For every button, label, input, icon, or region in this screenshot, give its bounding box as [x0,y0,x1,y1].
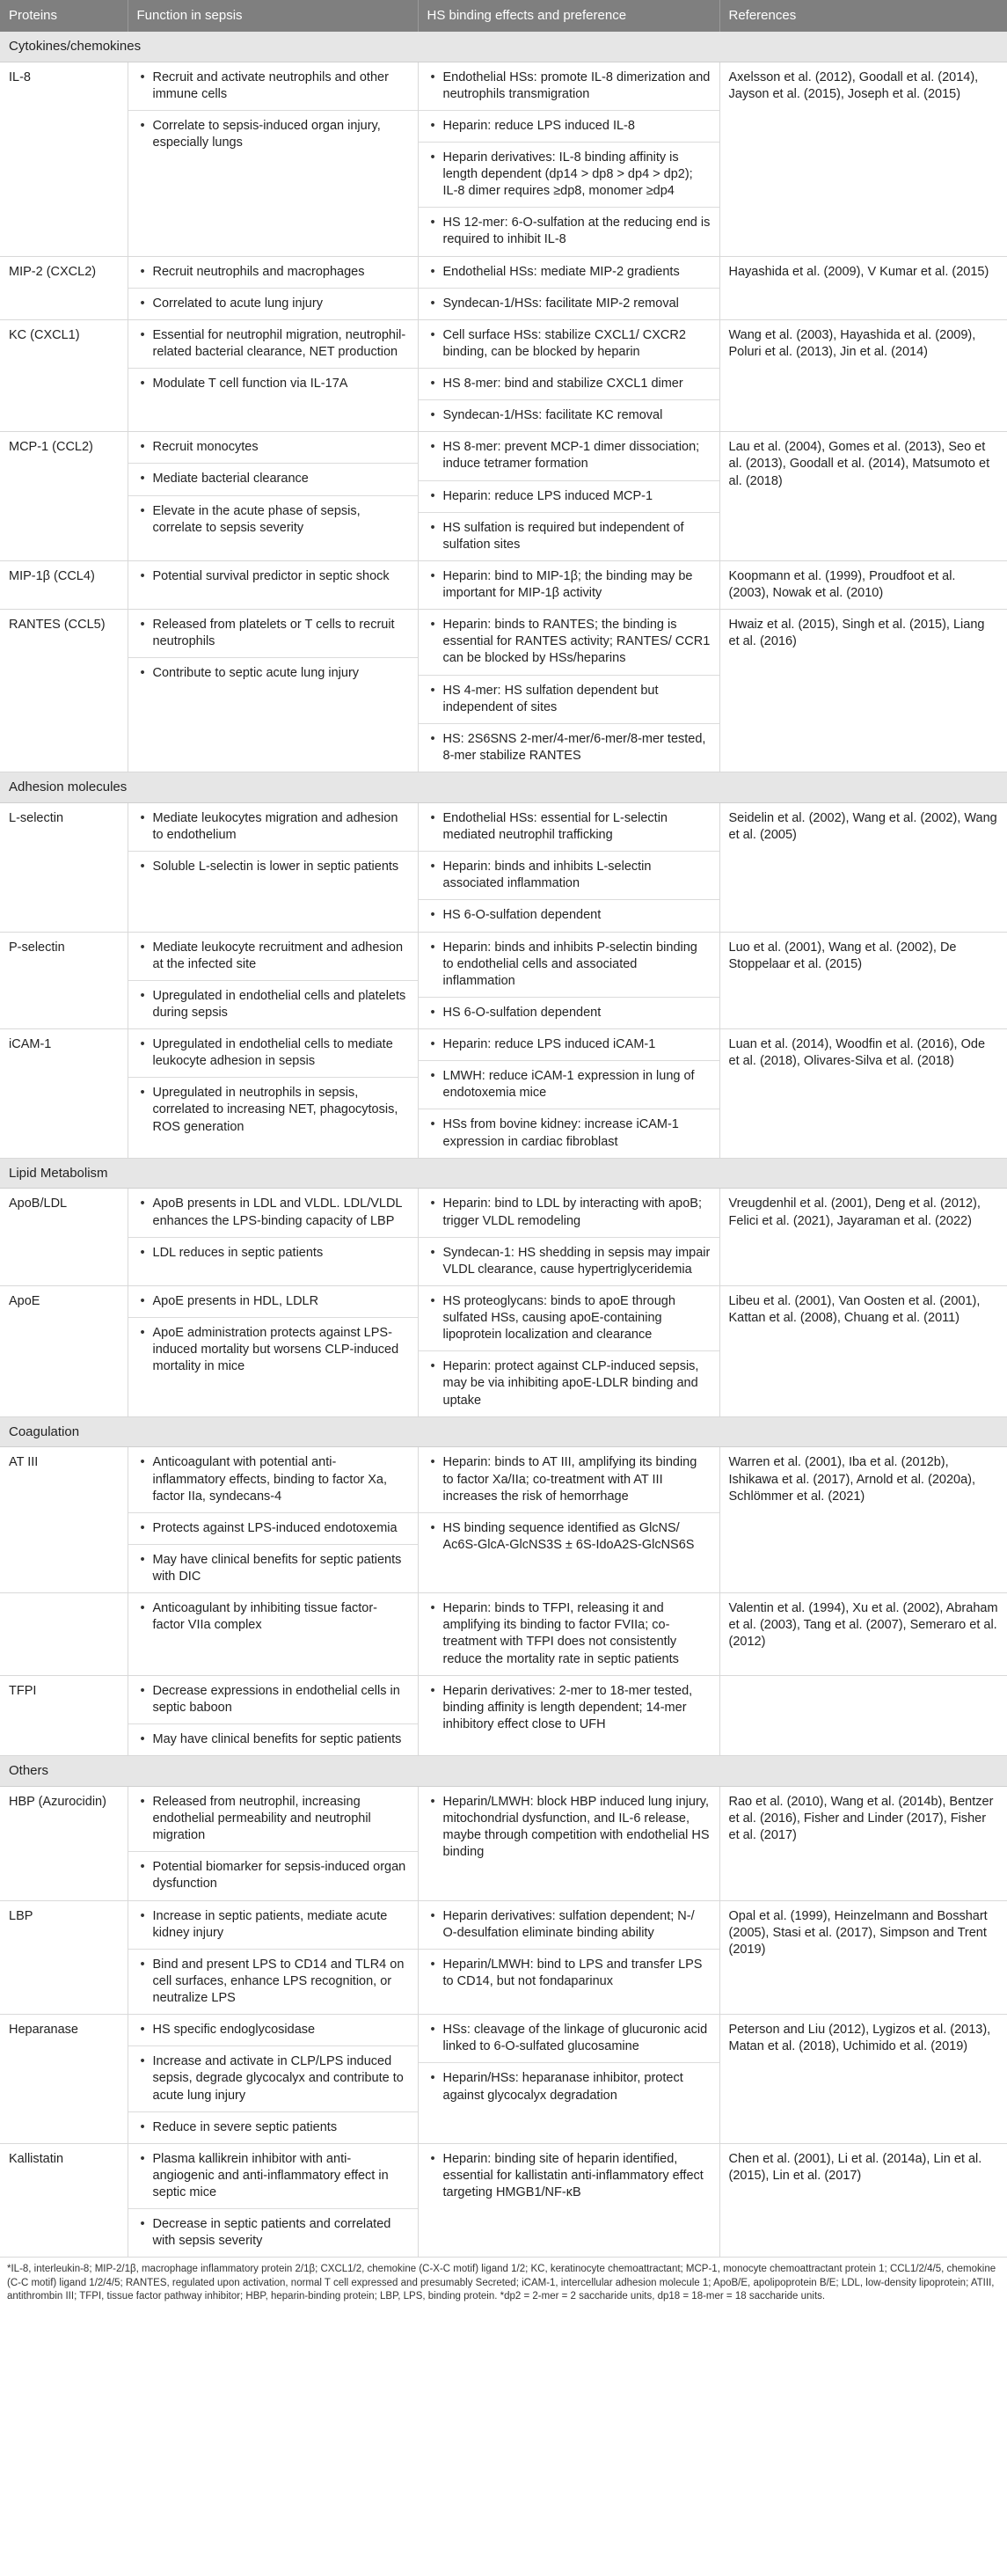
function-item: • Decrease expressions in endothelial cells in septic baboon [128,1676,418,1724]
hs-binding-cell [418,62,719,256]
references-cell: Hwaiz et al. (2015), Singh et al. (2015), Liang et al. (2016) [719,610,1007,772]
protein-cell: L-selectin [0,802,128,932]
references-cell [719,1675,1007,1755]
function-item: • Increase in septic patients, mediate acute kidney injury [128,1901,418,1950]
hs-binding-cell [418,802,719,932]
bullet-list [419,2015,719,2111]
table-row [0,1447,1007,1593]
table-row [0,1029,1007,1159]
function-item: • Released from platelets or T cells to recruit neutrophils [128,610,418,658]
hs-binding-item: • Heparin: bind to LDL by interacting with apoB; trigger VLDL remodeling [419,1189,719,1237]
references-cell: Koopmann et al. (1999), Proudfoot et al. (2003), Nowak et al. (2010) [719,560,1007,609]
function-cell [128,1675,418,1755]
bullet-list [419,1676,719,1740]
hs-binding-item: • LMWH: reduce iCAM-1 expression in lung of endotoxemia mice [419,1061,719,1109]
table-row [0,256,1007,319]
bullet-list [128,1676,418,1755]
section-title: Cytokines/chemokines [0,32,1007,62]
section-title: Others [0,1756,1007,1787]
hs-binding-cell [418,432,719,561]
function-cell [128,1285,418,1416]
hs-binding-cell [418,560,719,609]
bullet-list [419,1189,719,1285]
function-item: • Upregulated in endothelial cells to mediate leukocyte adhesion in sepsis [128,1029,418,1078]
function-item: • Correlate to sepsis-induced organ injury, especially lungs [128,111,418,158]
function-item: • Modulate T cell function via IL-17A [128,369,418,399]
protein-cell: ApoB/LDL [0,1189,128,1286]
table-body [0,32,1007,2258]
header-function: Function in sepsis [128,0,418,32]
function-cell [128,2015,418,2144]
function-item: • ApoE presents in HDL, LDLR [128,1286,418,1318]
hs-binding-item: • Heparin: binds to TFPI, releasing it and amplifying its binding to factor FVIIa; co-treatment with TFPI does not consistently reduce the mortality rate in septic patients [419,1593,719,1675]
function-cell [128,1447,418,1593]
table-row [0,1786,1007,1900]
hs-binding-item: • Syndecan-1: HS shedding in sepsis may impair VLDL clearance, cause hypertriglyceridemia [419,1238,719,1285]
references-cell: Peterson and Liu (2012), Lygizos et al. (2013), Matan et al. (2018), Uchimido et al. (2019) [719,2015,1007,2144]
hs-binding-item: • HS 8-mer: prevent MCP-1 dimer dissociation; induce tetramer formation [419,432,719,480]
hs-binding-item: • HS 6-O-sulfation dependent [419,900,719,931]
bullet-list [419,1029,719,1158]
hs-binding-item: • Heparin: reduce LPS induced IL-8 [419,111,719,143]
references-cell: Luan et al. (2014), Woodfin et al. (2016), Ode et al. (2018), Olivares-Silva et al. (2018) [719,1029,1007,1159]
section-row [0,32,1007,62]
bullet-list [128,62,418,159]
protein-cell: P-selectin [0,932,128,1029]
function-item: • Increase and activate in CLP/LPS induced sepsis, degrade glycocalyx and contribute to acute lung injury [128,2046,418,2111]
function-item: • LDL reduces in septic patients [128,1238,418,1269]
bullet-list [128,561,418,592]
hs-binding-cell [418,932,719,1029]
hs-binding-cell [418,1675,719,1755]
hs-binding-item: • HS proteoglycans: binds to apoE through sulfated HSs, causing apoE-containing lipoprotein localization and clearance [419,1286,719,1351]
hs-binding-item: • Heparin: protect against CLP-induced sepsis, may be via inhibiting apoE-LDLR binding and uptake [419,1351,719,1416]
bullet-list [419,610,719,772]
references-cell: Warren et al. (2001), Iba et al. (2012b), Ishikawa et al. (2017), Arnold et al. (2020a), Schlömmer et al. (2021) [719,1447,1007,1593]
references-cell: Vreugdenhil et al. (2001), Deng et al. (2012), Felici et al. (2021), Jayaraman et al. (2022) [719,1189,1007,1286]
protein-cell: LBP [0,1900,128,2015]
hs-binding-item: • Heparin: binds and inhibits P-selectin binding to endothelial cells and associated inflammation [419,933,719,998]
section-row [0,1416,1007,1447]
protein-cell: KC (CXCL1) [0,319,128,432]
hs-binding-item: • HS 6-O-sulfation dependent [419,998,719,1028]
hs-binding-item: • HSs from bovine kidney: increase iCAM-1 expression in cardiac fibroblast [419,1109,719,1157]
section-title: Adhesion molecules [0,772,1007,803]
bullet-list [128,432,418,544]
hs-binding-cell [418,1786,719,1900]
bullet-list [128,933,418,1029]
hs-binding-item: • HS: 2S6SNS 2-mer/4-mer/6-mer/8-mer tested, 8-mer stabilize RANTES [419,724,719,772]
hs-binding-cell [418,1189,719,1286]
references-cell: Libeu et al. (2001), Van Oosten et al. (2001), Kattan et al. (2008), Chuang et al. (2011) [719,1285,1007,1416]
function-item: • Protects against LPS-induced endotoxemia [128,1513,418,1545]
function-cell [128,1029,418,1159]
protein-cell: MIP-1β (CCL4) [0,560,128,609]
protein-cell: MIP-2 (CXCL2) [0,256,128,319]
bullet-list [128,1029,418,1143]
hs-binding-item: • Syndecan-1/HSs: facilitate MIP-2 removal [419,289,719,319]
hs-binding-item: • Heparin derivatives: 2-mer to 18-mer tested, binding affinity is length dependent; 14-mer inhibitory effect close to UFH [419,1676,719,1740]
function-item: • Reduce in severe septic patients [128,2112,418,2143]
hs-binding-cell [418,610,719,772]
protein-cell: AT III [0,1447,128,1593]
hs-binding-item: • HS sulfation is required but independent of sulfation sites [419,513,719,560]
function-cell [128,2143,418,2258]
function-item: • Upregulated in neutrophils in sepsis, correlated to increasing NET, phagocytosis, ROS generation [128,1078,418,1142]
bullet-list [128,610,418,689]
protein-cell: iCAM-1 [0,1029,128,1159]
hs-binding-cell [418,2143,719,2258]
function-item: • May have clinical benefits for septic patients [128,1724,418,1755]
function-cell [128,1786,418,1900]
protein-cell: Heparanase [0,2015,128,2144]
bullet-list [419,432,719,560]
function-item: • Contribute to septic acute lung injury [128,658,418,689]
hs-binding-item: • HS 12-mer: 6-O-sulfation at the reducing end is required to inhibit IL-8 [419,208,719,255]
bullet-list [128,2015,418,2143]
table-row [0,62,1007,256]
hs-binding-item: • Endothelial HSs: mediate MIP-2 gradients [419,257,719,289]
function-item: • Mediate bacterial clearance [128,464,418,495]
function-item: • Essential for neutrophil migration, neutrophil-related bacterial clearance, NET production [128,320,418,369]
protein-cell [0,1593,128,1676]
table-row [0,432,1007,561]
function-item: • Decrease in septic patients and correlated with sepsis severity [128,2209,418,2257]
bullet-list [128,1593,418,1641]
table-row [0,1593,1007,1676]
table-footnote: *IL-8, interleukin-8; MIP-2/1β, macrophage inflammatory protein 2/1β; CXCL1/2, chemokine (C-X-C motif) ligand 1/2; KC, keratinocyte chemoattractant; MCP-1, monocyte chemoattractant protein 1; CCL1/2/4/5, chemokine (C-C motif) ligand 1/2/4/5; RANTES, regulated upon activation, normal T cell expressed and presumably Secreted; iCAM-1, intercellular adhesion molecule 1; ApoB/E, apolipoprotein B/E; LDL, low-density lipoprotein; ATIII, antithrombin III; TFPI, tissue factor pathway inhibitor; HBP, heparin-binding protein; LBP, LPS, binding protein. *dp2 = 2-mer = 2 saccharide units, dp18 = 18-mer = 18 saccharide units. [7,2264,996,2302]
bullet-list [419,257,719,319]
function-cell [128,610,418,772]
references-cell: Seidelin et al. (2002), Wang et al. (2002), Wang et al. (2005) [719,802,1007,932]
hs-binding-item: • Heparin derivatives: IL-8 binding affinity is length dependent (dp14 > dp8 > dp4 > dp2); IL-8 dimer requires ≥dp8, monomer ≥dp4 [419,143,719,208]
hs-binding-item: • Heparin: bind to MIP-1β; the binding may be important for MIP-1β activity [419,561,719,609]
section-row [0,772,1007,803]
function-cell [128,319,418,432]
function-item: • Bind and present LPS to CD14 and TLR4 on cell surfaces, enhance LPS recognition, or neutralize LPS [128,1950,418,2014]
hs-binding-item: • Heparin: reduce LPS induced MCP-1 [419,481,719,513]
function-item: • Soluble L-selectin is lower in septic patients [128,852,418,882]
function-cell [128,1900,418,2015]
function-item: • Recruit neutrophils and macrophages [128,257,418,289]
function-cell [128,560,418,609]
table-row [0,610,1007,772]
bullet-list [128,2144,418,2258]
bullet-list [128,1286,418,1383]
references-cell: Opal et al. (1999), Heinzelmann and Bosshart (2005), Stasi et al. (2017), Simpson and Trent (2019) [719,1900,1007,2015]
bullet-list [419,1447,719,1561]
table-row [0,319,1007,432]
hs-binding-cell [418,319,719,432]
hs-binding-item: • HS 8-mer: bind and stabilize CXCL1 dimer [419,369,719,400]
hs-binding-item: • HS 4-mer: HS sulfation dependent but independent of sites [419,676,719,724]
table-row [0,1900,1007,2015]
bullet-list [128,1189,418,1268]
function-cell [128,62,418,256]
table-row [0,2015,1007,2144]
function-item: • Mediate leukocytes migration and adhesion to endothelium [128,803,418,852]
function-item: • Plasma kallikrein inhibitor with anti-angiogenic and anti-inflammatory effect in septic mice [128,2144,418,2209]
function-item: • Mediate leukocyte recruitment and adhesion at the infected site [128,933,418,981]
table-row [0,1189,1007,1286]
header-proteins: Proteins [0,0,128,32]
function-item: • Potential biomarker for sepsis-induced organ dysfunction [128,1852,418,1899]
bullet-list [419,1901,719,1998]
function-item: • Potential survival predictor in septic shock [128,561,418,592]
table-row [0,1675,1007,1755]
hs-binding-item: • Heparin: binds to AT III, amplifying its binding to factor Xa/IIa; co-treatment with AT III increases the risk of hemorrhage [419,1447,719,1512]
hs-binding-item: • Heparin: binds and inhibits L-selectin associated inflammation [419,852,719,900]
references-cell: Chen et al. (2001), Li et al. (2014a), Lin et al. (2015), Lin et al. (2017) [719,2143,1007,2258]
table-header [0,0,1007,32]
function-cell [128,1593,418,1676]
bullet-list [419,933,719,1029]
header-hs-binding: HS binding effects and preference [418,0,719,32]
function-item: • Upregulated in endothelial cells and platelets during sepsis [128,981,418,1028]
bullet-list [419,1787,719,1869]
references-cell: Wang et al. (2003), Hayashida et al. (2009), Poluri et al. (2013), Jin et al. (2014) [719,319,1007,432]
hs-binding-item: • HSs: cleavage of the linkage of glucuronic acid linked to 6-O-sulfated glucosamine [419,2015,719,2063]
hs-binding-item: • Syndecan-1/HSs: facilitate KC removal [419,400,719,431]
protein-cell: Kallistatin [0,2143,128,2258]
hs-binding-cell [418,1900,719,2015]
protein-cell: TFPI [0,1675,128,1755]
hs-binding-item: • Cell surface HSs: stabilize CXCL1/ CXCR2 binding, can be blocked by heparin [419,320,719,369]
function-item: • Anticoagulant by inhibiting tissue factor-factor VIIa complex [128,1593,418,1641]
function-item: • Anticoagulant with potential anti-inflammatory effects, binding to factor Xa, factor IIa, syndecans-4 [128,1447,418,1512]
function-item: • Recruit monocytes [128,432,418,464]
section-title: Lipid Metabolism [0,1158,1007,1189]
references-cell: Hayashida et al. (2009), V Kumar et al. (2015) [719,256,1007,319]
bullet-list [419,2144,719,2208]
bullet-list [419,1286,719,1416]
function-item: • HS specific endoglycosidase [128,2015,418,2046]
references-cell: Axelsson et al. (2012), Goodall et al. (2014), Jayson et al. (2015), Joseph et al. (2015) [719,62,1007,256]
hs-binding-item: • HS binding sequence identified as GlcNS/ Ac6S-GlcA-GlcNS3S ± 6S-IdoA2S-GlcNS6S [419,1513,719,1561]
bullet-list [419,62,719,256]
protein-cell: HBP (Azurocidin) [0,1786,128,1900]
function-cell [128,256,418,319]
hs-binding-item: • Heparin/LMWH: block HBP induced lung injury, mitochondrial dysfunction, and IL-6 release, maybe through competition with endothelial HS binding [419,1787,719,1869]
bullet-list [419,1593,719,1675]
bullet-list [128,320,418,399]
section-row [0,1756,1007,1787]
bullet-list [419,320,719,432]
hs-binding-item: • Heparin/LMWH: bind to LPS and transfer LPS to CD14, but not fondaparinux [419,1950,719,1997]
table-row [0,2143,1007,2258]
hs-binding-cell [418,1447,719,1593]
bullet-list [128,1787,418,1900]
hs-binding-cell [418,1285,719,1416]
bullet-list [128,257,418,319]
bullet-list [128,1447,418,1592]
protein-cell: ApoE [0,1285,128,1416]
function-item: • Correlated to acute lung injury [128,289,418,319]
function-item: • ApoE administration protects against LPS-induced mortality but worsens CLP-induced mortality in mice [128,1318,418,1382]
hs-binding-cell [418,1029,719,1159]
hs-binding-item: • Endothelial HSs: promote IL-8 dimerization and neutrophils transmigration [419,62,719,111]
hs-binding-item: • Endothelial HSs: essential for L-selectin mediated neutrophil trafficking [419,803,719,852]
protein-cell: MCP-1 (CCL2) [0,432,128,561]
header-references: References [719,0,1007,32]
hs-binding-cell [418,2015,719,2144]
bullet-list [419,561,719,609]
protein-cell: IL-8 [0,62,128,256]
hs-binding-item: • Heparin: binding site of heparin identified, essential for kallistatin anti-inflammatory effect targeting HMGB1/NF-κB [419,2144,719,2208]
bullet-list [419,803,719,932]
function-item: • Released from neutrophil, increasing endothelial permeability and neutrophil migration [128,1787,418,1852]
references-cell: Valentin et al. (1994), Xu et al. (2002), Abraham et al. (2003), Tang et al. (2007), Semeraro et al. (2012) [719,1593,1007,1676]
table-row [0,802,1007,932]
section-title: Coagulation [0,1416,1007,1447]
hs-binding-cell [418,1593,719,1676]
function-item: • Elevate in the acute phase of sepsis, correlate to sepsis severity [128,496,418,544]
hs-binding-item: • Heparin: reduce LPS induced iCAM-1 [419,1029,719,1061]
function-item: • ApoB presents in LDL and VLDL. LDL/VLDL enhances the LPS-binding capacity of LBP [128,1189,418,1237]
function-item: • May have clinical benefits for septic patients with DIC [128,1545,418,1592]
section-row [0,1158,1007,1189]
function-cell [128,932,418,1029]
function-cell [128,1189,418,1286]
protein-cell: RANTES (CCL5) [0,610,128,772]
function-cell [128,432,418,561]
table-row [0,560,1007,609]
hs-binding-cell [418,256,719,319]
function-item: • Recruit and activate neutrophils and other immune cells [128,62,418,111]
references-cell: Rao et al. (2010), Wang et al. (2014b), Bentzer et al. (2016), Fisher and Linder (2017), Fisher et al. (2017) [719,1786,1007,1900]
references-cell: Lau et al. (2004), Gomes et al. (2013), Seo et al. (2013), Goodall et al. (2014), Matsumoto et al. (2018) [719,432,1007,561]
function-cell [128,802,418,932]
hs-binding-item: • Heparin derivatives: sulfation dependent; N-/ O-desulfation eliminate binding ability [419,1901,719,1950]
bullet-list [128,803,418,882]
bullet-list [128,1901,418,2015]
hs-binding-item: • Heparin: binds to RANTES; the binding is essential for RANTES activity; RANTES/ CCR1 can be blocked by HSs/heparins [419,610,719,675]
hs-binding-item: • Heparin/HSs: heparanase inhibitor, protect against glycocalyx degradation [419,2063,719,2111]
references-cell: Luo et al. (2001), Wang et al. (2002), De Stoppelaar et al. (2015) [719,932,1007,1029]
table-row [0,1285,1007,1416]
table-row [0,932,1007,1029]
